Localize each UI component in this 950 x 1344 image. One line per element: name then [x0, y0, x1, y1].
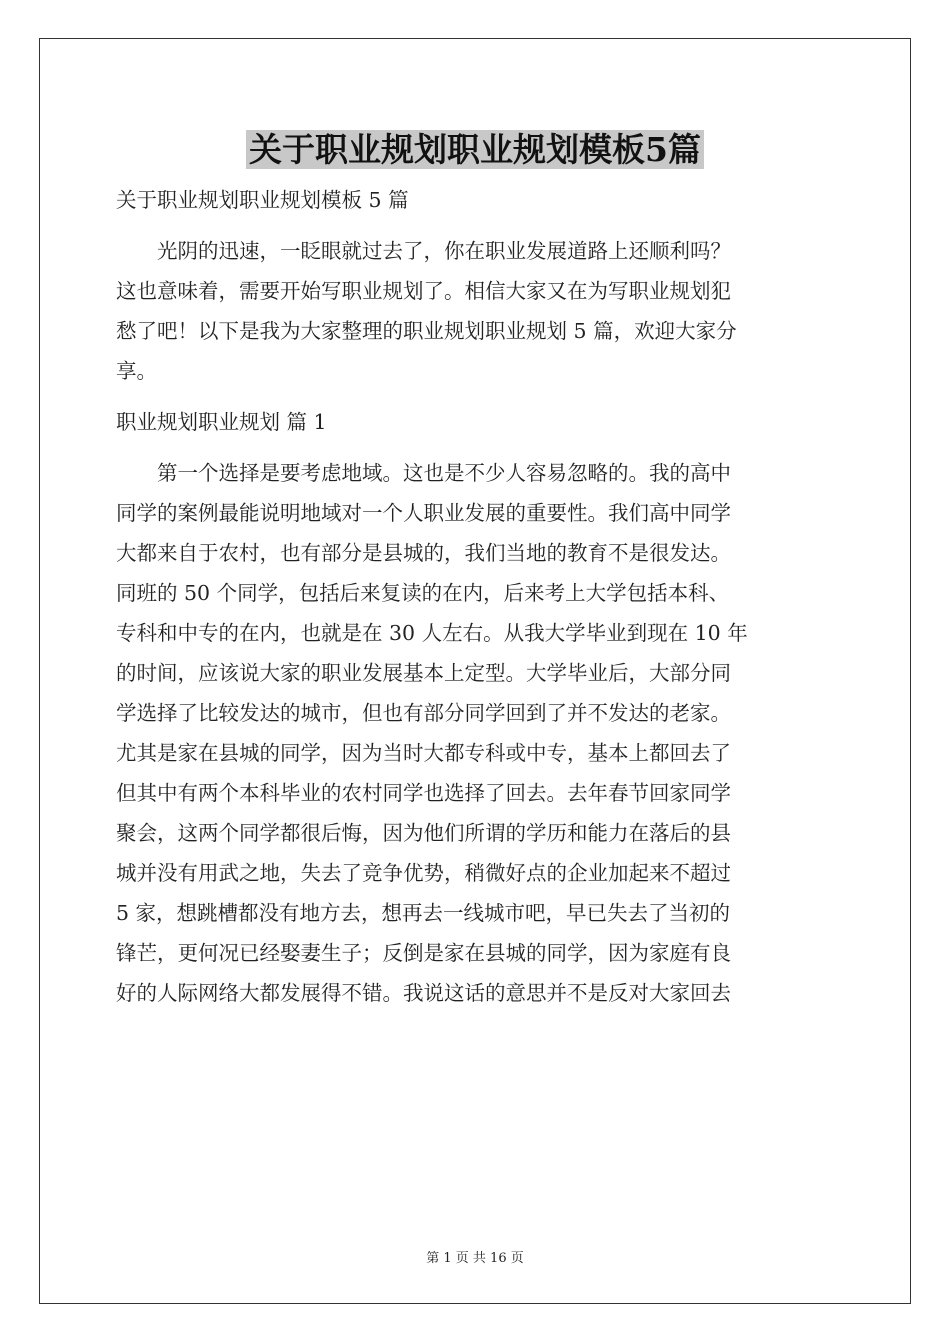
section-heading: 职业规划职业规划 篇 1 — [116, 410, 327, 434]
body-line: 锋芒，更何况已经娶妻生子；反倒是家在县城的同学，因为家庭有良 — [116, 941, 731, 965]
document-title-text: 关于职业规划职业规划模板5篇 — [246, 130, 704, 169]
document-body — [116, 180, 836, 1013]
document-title — [0, 124, 950, 176]
body-line: 好的人际网络大都发展得不错。我说这话的意思并不是反对大家回去 — [116, 981, 731, 1005]
intro-line: 这也意味着，需要开始写职业规划了。相信大家又在为写职业规划犯 — [116, 279, 731, 303]
body-line: 尤其是家在县城的同学，因为当时大都专科或中专，基本上都回去了 — [116, 741, 731, 765]
subtitle: 关于职业规划职业规划模板 5 篇 — [116, 188, 409, 212]
body-line: 但其中有两个本科毕业的农村同学也选择了回去。去年春节回家同学 — [116, 781, 731, 805]
body-paragraph — [116, 453, 836, 1013]
body-line: 第一个选择是要考虑地域。这也是不少人容易忽略的。我的高中 — [116, 461, 731, 485]
body-line: 大都来自于农村，也有部分是县城的，我们当地的教育不是很发达。 — [116, 541, 731, 565]
body-line: 城并没有用武之地，失去了竞争优势，稍微好点的企业加起来不超过 — [116, 861, 731, 885]
body-line: 的时间，应该说大家的职业发展基本上定型。大学毕业后，大部分同 — [116, 661, 731, 685]
body-line: 同学的案例最能说明地域对一个人职业发展的重要性。我们高中同学 — [116, 501, 731, 525]
intro-line: 愁了吧！以下是我为大家整理的职业规划职业规划 5 篇，欢迎大家分 — [116, 319, 737, 343]
intro-paragraph — [116, 231, 836, 391]
body-line: 专科和中专的在内，也就是在 30 人左右。从我大学毕业到现在 10 年 — [116, 621, 748, 645]
intro-line: 光阴的迅速，一眨眼就过去了，你在职业发展道路上还顺利吗？ — [116, 239, 731, 263]
body-line: 5 家，想跳槽都没有地方去，想再去一线城市吧，早已失去了当初的 — [116, 901, 731, 925]
body-line: 学选择了比较发达的城市，但也有部分同学回到了并不发达的老家。 — [116, 701, 731, 725]
body-line: 聚会，这两个同学都很后悔，因为他们所谓的学历和能力在落后的县 — [116, 821, 731, 845]
body-line: 同班的 50 个同学，包括后来复读的在内，后来考上大学包括本科、 — [116, 581, 730, 605]
page-footer: 第 1 页 共 16 页 — [426, 1251, 524, 1266]
intro-line: 享。 — [116, 359, 157, 383]
